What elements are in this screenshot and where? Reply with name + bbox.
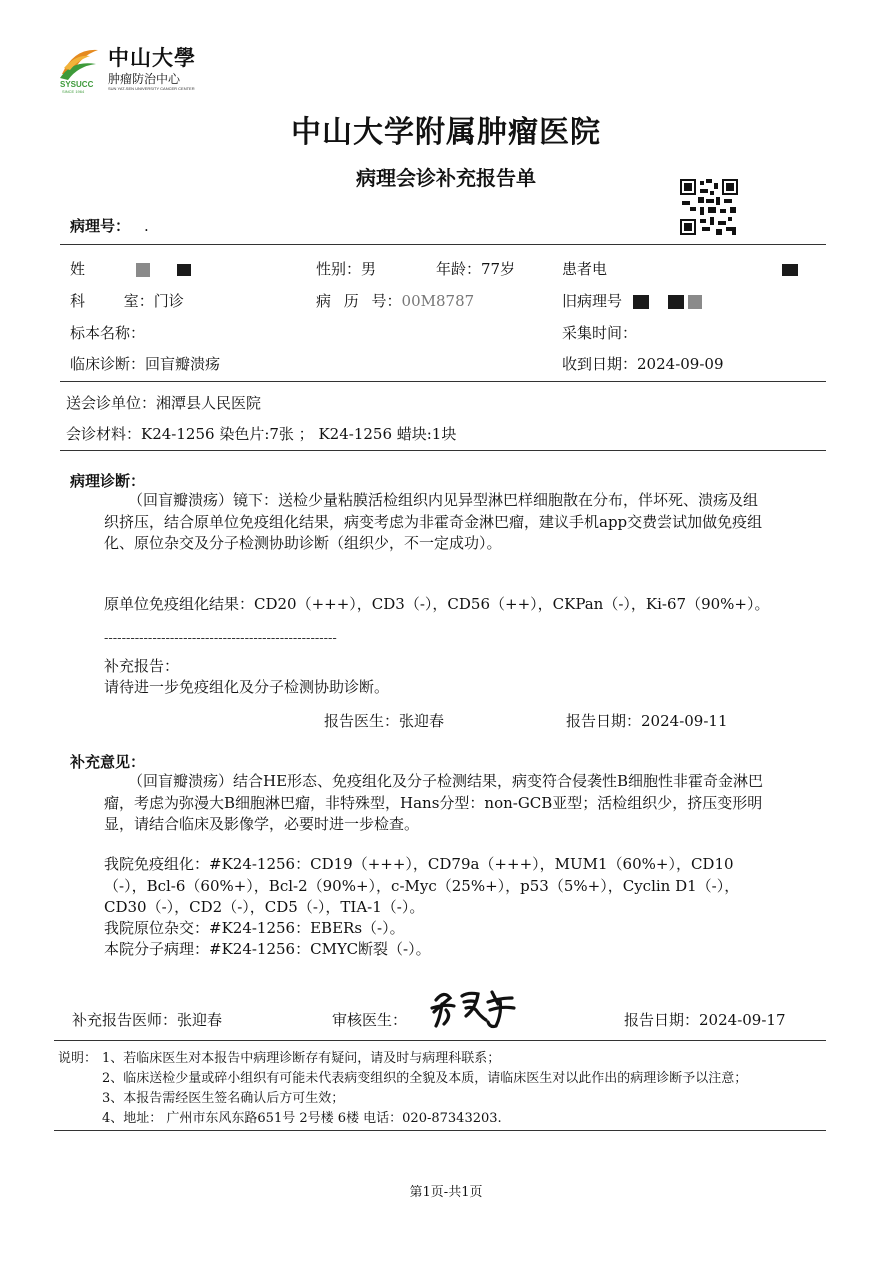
- report-doctor-value: 张迎春: [399, 712, 445, 730]
- consult-material-value: K24-1256 染色片:7张 ； K24-1256 蜡块:1块: [141, 425, 457, 443]
- patient-record: [316, 290, 474, 311]
- specimen: [70, 322, 145, 343]
- ihc-paragraph: [104, 854, 768, 919]
- supplement-heading: 补充意见：: [70, 753, 146, 771]
- diagnosis-text: （回盲瓣溃疡）镜下：送检少量粘膜活检组织内见异型淋巴样细胞散在分布，伴坏死、溃疡及组织挤压，结合原单位免疫组化结果，病变考虑为非霍奇金淋巴瘤，建议手机app交费尝试加做免疫组化、原位杂交及分子检测协助诊断（组织少，不一定成功）。: [104, 491, 763, 552]
- clinical-value: 回盲瓣溃疡: [145, 355, 221, 373]
- patient-phone: [562, 258, 798, 279]
- note-item: 1、若临床医生对本报告中病理诊断存有疑问，请及时与病理科联系；: [102, 1051, 501, 1066]
- age-label: 年龄：: [436, 260, 482, 278]
- supp-report-label: 补充报告：: [104, 657, 180, 675]
- received-value: 2024-09-09: [637, 355, 724, 373]
- report-date-label: 报告日期：: [566, 712, 642, 730]
- reviewer-label: 审核医生：: [332, 1011, 408, 1029]
- dept-label: 科 室：: [70, 292, 154, 310]
- sex-value: 男: [361, 260, 377, 278]
- consult-unit: [66, 392, 261, 413]
- note-item: 2、临床送检少量或碎小组织有可能未代表病变组织的全貌及本质，请临床医生对以此作出的病理诊断予以注意；: [102, 1071, 748, 1086]
- reviewer-signature: [428, 986, 522, 1032]
- phone-label: 患者电: [562, 260, 608, 278]
- ihc-text: 我院免疫组化：#K24-1256：CD19（+++），CD79a（+++），MUM1（60%+），CD10（-），Bcl-6（60%+），Bcl-2（90%+），c-Myc（25%+），p53（5%+），Cyclin D1（-），CD30（-），CD2（-），CD5（-），TIA-1（-）。: [104, 855, 740, 916]
- note-item: 3、本报告需经医生签名确认后方可生效；: [102, 1091, 345, 1106]
- consult-unit-value: 湘潭县人民医院: [156, 394, 262, 412]
- collect-time: [562, 322, 637, 343]
- note-item: 4、地址： 广州市东风东路651号 2号楼 6楼 电话：020-87343203.: [102, 1111, 502, 1126]
- divider: [54, 1040, 826, 1041]
- report-date-value: 2024-09-11: [641, 712, 728, 730]
- supp-report-text: 请待进一步免疫组化及分子检测协助诊断。: [104, 678, 390, 696]
- record-value: 00M8787: [401, 292, 475, 310]
- diagnosis-paragraph: [104, 490, 772, 555]
- final-date-label: 报告日期：: [624, 1011, 700, 1029]
- supp-doctor-value: 张迎春: [177, 1011, 223, 1029]
- logo-emblem-icon: [58, 44, 102, 84]
- hospital-name: 中山大学附属肿瘤医院: [291, 115, 601, 150]
- report-title: 病理会诊补充报告单: [356, 166, 536, 190]
- divider: [60, 450, 826, 451]
- divider: [60, 381, 826, 382]
- consult-material: [66, 423, 456, 444]
- supp-doctor-label: 补充报告医师：: [72, 1011, 178, 1029]
- dash-separator: -----------------------------------------------------: [104, 631, 337, 646]
- logo-english: SUN YAT-SEN UNIVERSITY CANCER CENTER: [108, 86, 195, 91]
- pathology-no-label: 病理号：: [70, 217, 131, 235]
- ish-result: 我院原位杂交：#K24-1256：EBERs（-）。: [104, 919, 405, 937]
- notes-label: 说明：: [58, 1051, 98, 1066]
- received-label: 收到日期：: [562, 355, 638, 373]
- divider: [54, 1130, 826, 1131]
- patient-age: [436, 258, 515, 279]
- redacted-old-path: [668, 295, 684, 309]
- redacted-phone: [782, 264, 798, 276]
- redacted-old-path: [633, 295, 649, 309]
- diagnosis-heading: 病理诊断：: [70, 472, 146, 490]
- consult-unit-label: 送会诊单位：: [66, 394, 157, 412]
- patient-sex: [316, 258, 376, 279]
- hospital-logo: [58, 42, 208, 94]
- report-doctor-label: 报告医生：: [324, 712, 400, 730]
- final-report-date: [624, 1009, 786, 1030]
- final-date-value: 2024-09-17: [699, 1011, 786, 1029]
- clinical-label: 临床诊断：: [70, 355, 146, 373]
- logo-abbr: SYSUCC: [60, 80, 94, 89]
- molecular-result: 本院分子病理：#K24-1256：CMYC断裂（-）。: [104, 940, 431, 958]
- page-number: 第1页-共1页: [409, 1185, 483, 1200]
- divider: [60, 244, 826, 245]
- record-label: 病 历 号：: [316, 292, 402, 310]
- logo-since: SINCE 1964: [62, 89, 85, 94]
- logo-title: 中山大學: [108, 45, 196, 70]
- redacted-old-path: [688, 295, 702, 309]
- report-doctor: [324, 710, 444, 731]
- sex-label: 性别：: [316, 260, 362, 278]
- original-ihc-text: 原单位免疫组化结果：CD20（+++），CD3（-），CD56（++），CKPan（-），Ki-67（90%+）。: [104, 595, 770, 613]
- supp-doctor: [72, 1009, 222, 1030]
- supplement-paragraph: [104, 771, 772, 836]
- old-path-label: 旧病理号: [562, 292, 623, 310]
- name-label: 姓: [70, 260, 86, 278]
- logo-subtitle: 肿瘤防治中心: [108, 72, 181, 86]
- clinical-diagnosis: [70, 353, 220, 374]
- qr-code-icon: [680, 179, 738, 235]
- old-pathology-no: [562, 290, 702, 311]
- dept-value: 门诊: [153, 292, 184, 310]
- consult-material-label: 会诊材料：: [66, 425, 142, 443]
- collect-label: 采集时间：: [562, 324, 638, 342]
- age-value: 77岁: [481, 260, 516, 278]
- report-date: [566, 710, 728, 731]
- pathology-no: [70, 215, 149, 236]
- specimen-label: 标本名称：: [70, 324, 146, 342]
- reviewer: [332, 1009, 407, 1030]
- patient-dept: [70, 290, 184, 311]
- redacted-name: [177, 264, 191, 276]
- redacted-name: [136, 263, 150, 277]
- pathology-no-value: .: [144, 217, 149, 235]
- received-date: [562, 353, 724, 374]
- original-ihc-paragraph: [104, 594, 772, 616]
- patient-name: [70, 258, 191, 279]
- supplement-text: （回盲瓣溃疡）结合HE形态、免疫组化及分子检测结果，病变符合侵袭性B细胞性非霍奇金淋巴瘤，考虑为弥漫大B细胞淋巴瘤，非特殊型，Hans分型：non-GCB亚型；活检组织少，挤压变形明显，请结合临床及影像学，必要时进一步检查。: [104, 772, 764, 833]
